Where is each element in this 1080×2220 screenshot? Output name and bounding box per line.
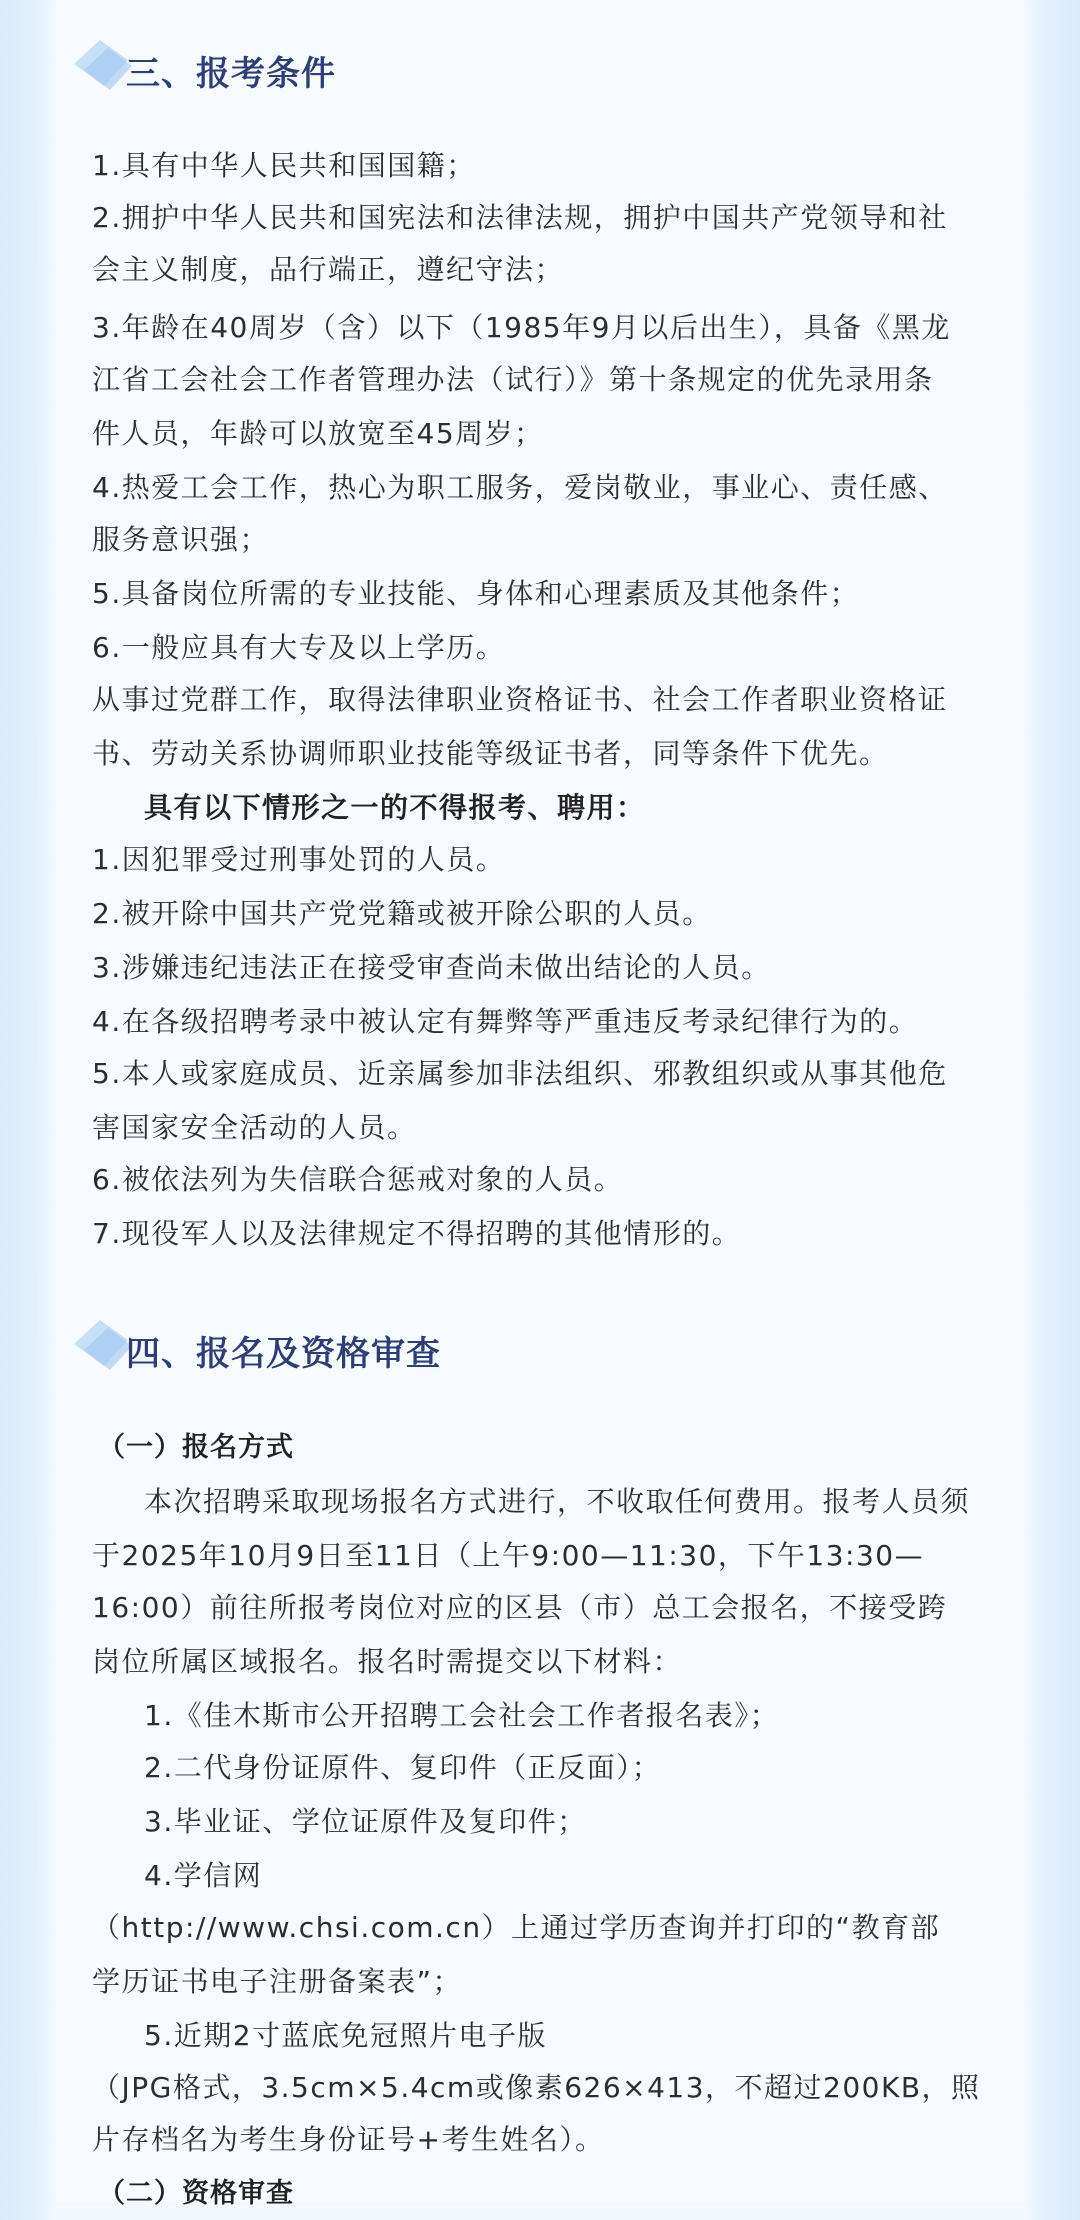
section-title: 三、报考条件 [126, 54, 336, 94]
material-item: 5.近期2寸蓝底免冠照片电子版 [144, 2019, 548, 2052]
paragraph-line: 江省工会社会工作者管理办法（试行）》第十条规定的优先录用条 [92, 363, 934, 396]
material-item: （JPG格式，3.5cm×5.4cm或像素626×413，不超过200KB，照 [92, 2071, 981, 2104]
material-item: 4.学信网 [144, 1859, 263, 1892]
paragraph-line: 16:00）前往所报考岗位对应的区县（市）总工会报名，不接受跨 [92, 1591, 948, 1624]
paragraph-line: 5.具备岗位所需的专业技能、身体和心理素质及其他条件； [92, 577, 860, 610]
paragraph-line: 于2025年10月9日至11日（上午9:00—11:30，下午13:30— [92, 1539, 925, 1572]
material-item: 2.二代身份证原件、复印件（正反面）； [144, 1751, 662, 1784]
paragraph-line: 岗位所属区域报名。报名时需提交以下材料： [92, 1645, 683, 1678]
exclusion-item: 3.涉嫌违纪违法正在接受审查尚未做出结论的人员。 [92, 951, 771, 984]
paragraph-line: 4.热爱工会工作，热心为职工服务，爱岗敬业，事业心、责任感、 [92, 471, 948, 504]
paragraph-line: 从事过党群工作，取得法律职业资格证书、社会工作者职业资格证 [92, 683, 948, 716]
exclusion-item: 6.被依法列为失信联合惩戒对象的人员。 [92, 1163, 624, 1196]
paragraph-line: 本次招聘采取现场报名方式进行，不收取任何费用。报考人员须 [144, 1485, 971, 1518]
paragraph-line: 件人员，年龄可以放宽至45周岁； [92, 417, 544, 450]
diamond-decoration-icon [70, 38, 134, 94]
diamond-decoration-icon [70, 1318, 134, 1374]
exclusion-item: 4.在各级招聘考录中被认定有舞弊等严重违反考录纪律行为的。 [92, 1005, 919, 1038]
material-item: 片存档名为考生身份证号+考生姓名）。 [92, 2123, 605, 2156]
section-title: 四、报名及资格审查 [126, 1334, 441, 1374]
material-item: 3.毕业证、学位证原件及复印件； [144, 1805, 587, 1838]
exclusion-heading: 具有以下情形之一的不得报考、聘用： [144, 791, 646, 824]
exclusion-item: 1.因犯罪受过刑事处罚的人员。 [92, 843, 506, 876]
exclusion-item: 2.被开除中国共产党党籍或被开除公职的人员。 [92, 897, 712, 930]
material-item: （http://www.chsi.com.cn）上通过学历查询并打印的“教育部 [92, 1911, 941, 1944]
paragraph-line: 2.拥护中华人民共和国宪法和法律法规，拥护中国共产党领导和社 [92, 201, 948, 234]
paragraph-line: 3.年龄在40周岁（含）以下（1985年9月以后出生），具备《黑龙 [92, 311, 951, 344]
exclusion-item: 害国家安全活动的人员。 [92, 1111, 417, 1144]
subsection-heading: （一）报名方式 [98, 1432, 294, 1463]
exclusion-item: 7.现役军人以及法律规定不得招聘的其他情形的。 [92, 1217, 742, 1250]
paragraph-line: 6.一般应具有大专及以上学历。 [92, 631, 506, 664]
material-item: 学历证书电子注册备案表”； [92, 1965, 463, 1998]
paragraph-line: 1.具有中华人民共和国国籍； [92, 149, 476, 182]
paragraph-line: 会主义制度，品行端正，遵纪守法； [92, 253, 565, 286]
subsection-heading: （二）资格审查 [98, 2178, 294, 2209]
paragraph-line: 服务意识强； [92, 523, 270, 556]
exclusion-item: 5.本人或家庭成员、近亲属参加非法组织、邪教组织或从事其他危 [92, 1057, 948, 1090]
paragraph-line: 书、劳动关系协调师职业技能等级证书者，同等条件下优先。 [92, 737, 889, 770]
material-item: 1.《佳木斯市公开招聘工会社会工作者报名表》； [144, 1699, 780, 1732]
